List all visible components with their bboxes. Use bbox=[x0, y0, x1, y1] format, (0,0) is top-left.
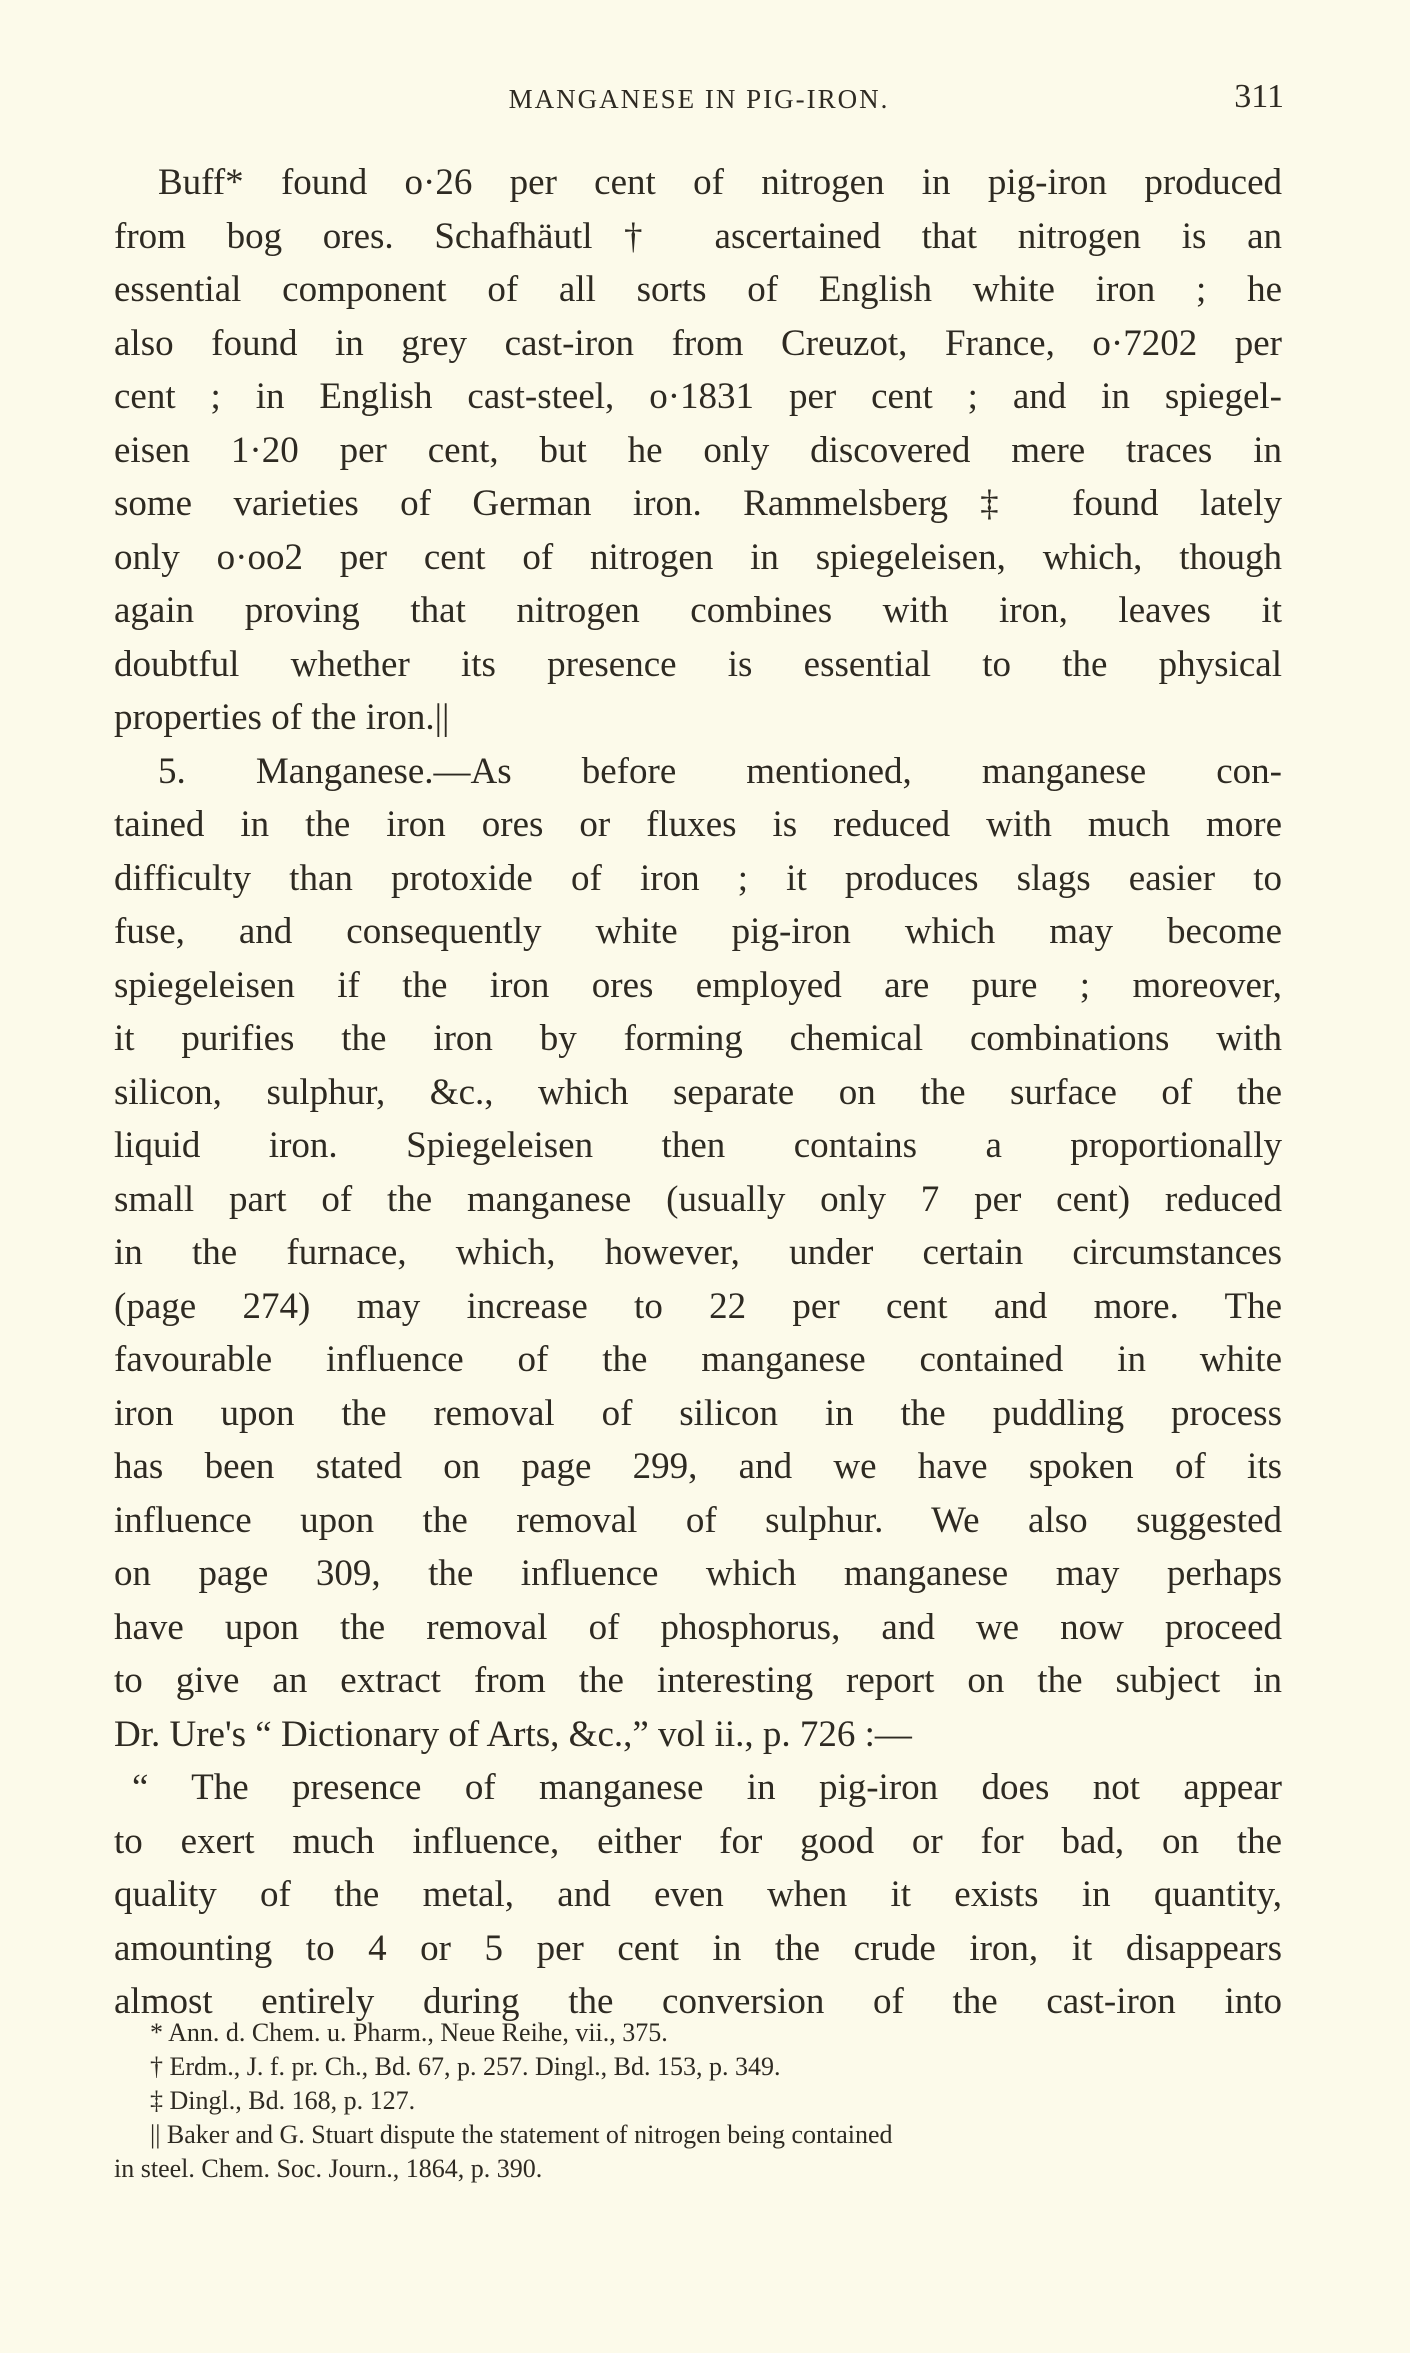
text-line: it purifies the iron by forming chemical combinations with bbox=[114, 1018, 1282, 1059]
text-line: favourable influence of the manganese contained in white bbox=[114, 1339, 1282, 1380]
text-line: have upon the removal of phosphorus, and we now proceed bbox=[114, 1606, 1282, 1648]
running-header bbox=[114, 78, 1284, 122]
text-line: almost entirely during the conversion of the cast-iron into bbox=[114, 1981, 1282, 2022]
text-line: fuse, and consequently white pig-iron which may become bbox=[114, 911, 1282, 952]
footnote: || Baker and G. Stuart dispute the statement of nitrogen being contained bbox=[150, 2120, 893, 2149]
text-line: spiegeleisen if the iron ores employed are pure ; moreover, bbox=[114, 964, 1282, 1006]
text-line: tained in the iron ores or fluxes is reduced with much more bbox=[114, 804, 1282, 845]
text-line: 5. Manganese.—As before mentioned, manganese con- bbox=[158, 750, 1282, 792]
text-line: from bog ores. Schafhäutl† ascertained that nitrogen is an bbox=[114, 215, 1282, 257]
text-line: Dr. Ure's “ Dictionary of Arts, &c.,” vol ii., p. 726 :— bbox=[114, 1713, 912, 1755]
text-line: again proving that nitrogen combines with iron, leaves it bbox=[114, 590, 1282, 631]
footnotes bbox=[114, 2016, 1282, 2186]
text-line: only o·oo2 per cent of nitrogen in spiegeleisen, which, though bbox=[114, 536, 1282, 578]
page-number: 311 bbox=[1234, 78, 1284, 115]
text-line: influence upon the removal of sulphur. We also suggested bbox=[114, 1499, 1282, 1541]
footnote: in steel. Chem. Soc. Journ., 1864, p. 390. bbox=[114, 2154, 543, 2183]
footnote: ‡ Dingl., Bd. 168, p. 127. bbox=[150, 2086, 416, 2115]
text-line: eisen 1·20 per cent, but he only discovered mere traces in bbox=[114, 429, 1282, 471]
text-line: in the furnace, which, however, under certain circumstances bbox=[114, 1232, 1282, 1273]
text-line: some varieties of German iron. Rammelsberg‡ found lately bbox=[114, 483, 1282, 524]
text-line: to exert much influence, either for good or for bad, on the bbox=[114, 1820, 1282, 1862]
text-line: essential component of all sorts of English white iron ; he bbox=[114, 269, 1282, 310]
text-line: amounting to 4 or 5 per cent in the crude iron, it disappears bbox=[114, 1927, 1282, 1969]
text-line: Buff* found o·26 per cent of nitrogen in pig-iron produced bbox=[158, 162, 1282, 203]
text-line: has been stated on page 299, and we have spoken of its bbox=[114, 1446, 1282, 1487]
text-line: “ The presence of manganese in pig-iron does not appear bbox=[132, 1767, 1282, 1808]
text-line: (page 274) may increase to 22 per cent and more. The bbox=[114, 1285, 1282, 1327]
text-line: also found in grey cast-iron from Creuzot, France, o·7202 per bbox=[114, 322, 1282, 364]
text-line: on page 309, the influence which manganese may perhaps bbox=[114, 1553, 1282, 1594]
running-title: MANGANESE IN PIG-IRON. bbox=[508, 84, 890, 114]
text-line: silicon, sulphur, &c., which separate on the surface of the bbox=[114, 1071, 1282, 1113]
text-line: cent ; in English cast-steel, o·1831 per cent ; and in spiegel- bbox=[114, 376, 1282, 417]
footnote: * Ann. d. Chem. u. Pharm., Neue Reihe, vii., 375. bbox=[150, 2018, 668, 2047]
text-line: properties of the iron.|| bbox=[114, 697, 450, 738]
text-line: difficulty than protoxide of iron ; it produces slags easier to bbox=[114, 857, 1282, 899]
text-line: to give an extract from the interesting report on the subject in bbox=[114, 1660, 1282, 1701]
text-line: quality of the metal, and even when it exists in quantity, bbox=[114, 1874, 1282, 1915]
text-line: iron upon the removal of silicon in the puddling process bbox=[114, 1392, 1282, 1434]
body-text bbox=[114, 156, 1282, 2029]
text-line: doubtful whether its presence is essential to the physical bbox=[114, 643, 1282, 685]
footnote: † Erdm., J. f. pr. Ch., Bd. 67, p. 257. Dingl., Bd. 153, p. 349. bbox=[150, 2052, 781, 2081]
text-line: liquid iron. Spiegeleisen then contains a proportionally bbox=[114, 1125, 1282, 1166]
text-line: small part of the manganese (usually only 7 per cent) reduced bbox=[114, 1178, 1282, 1220]
